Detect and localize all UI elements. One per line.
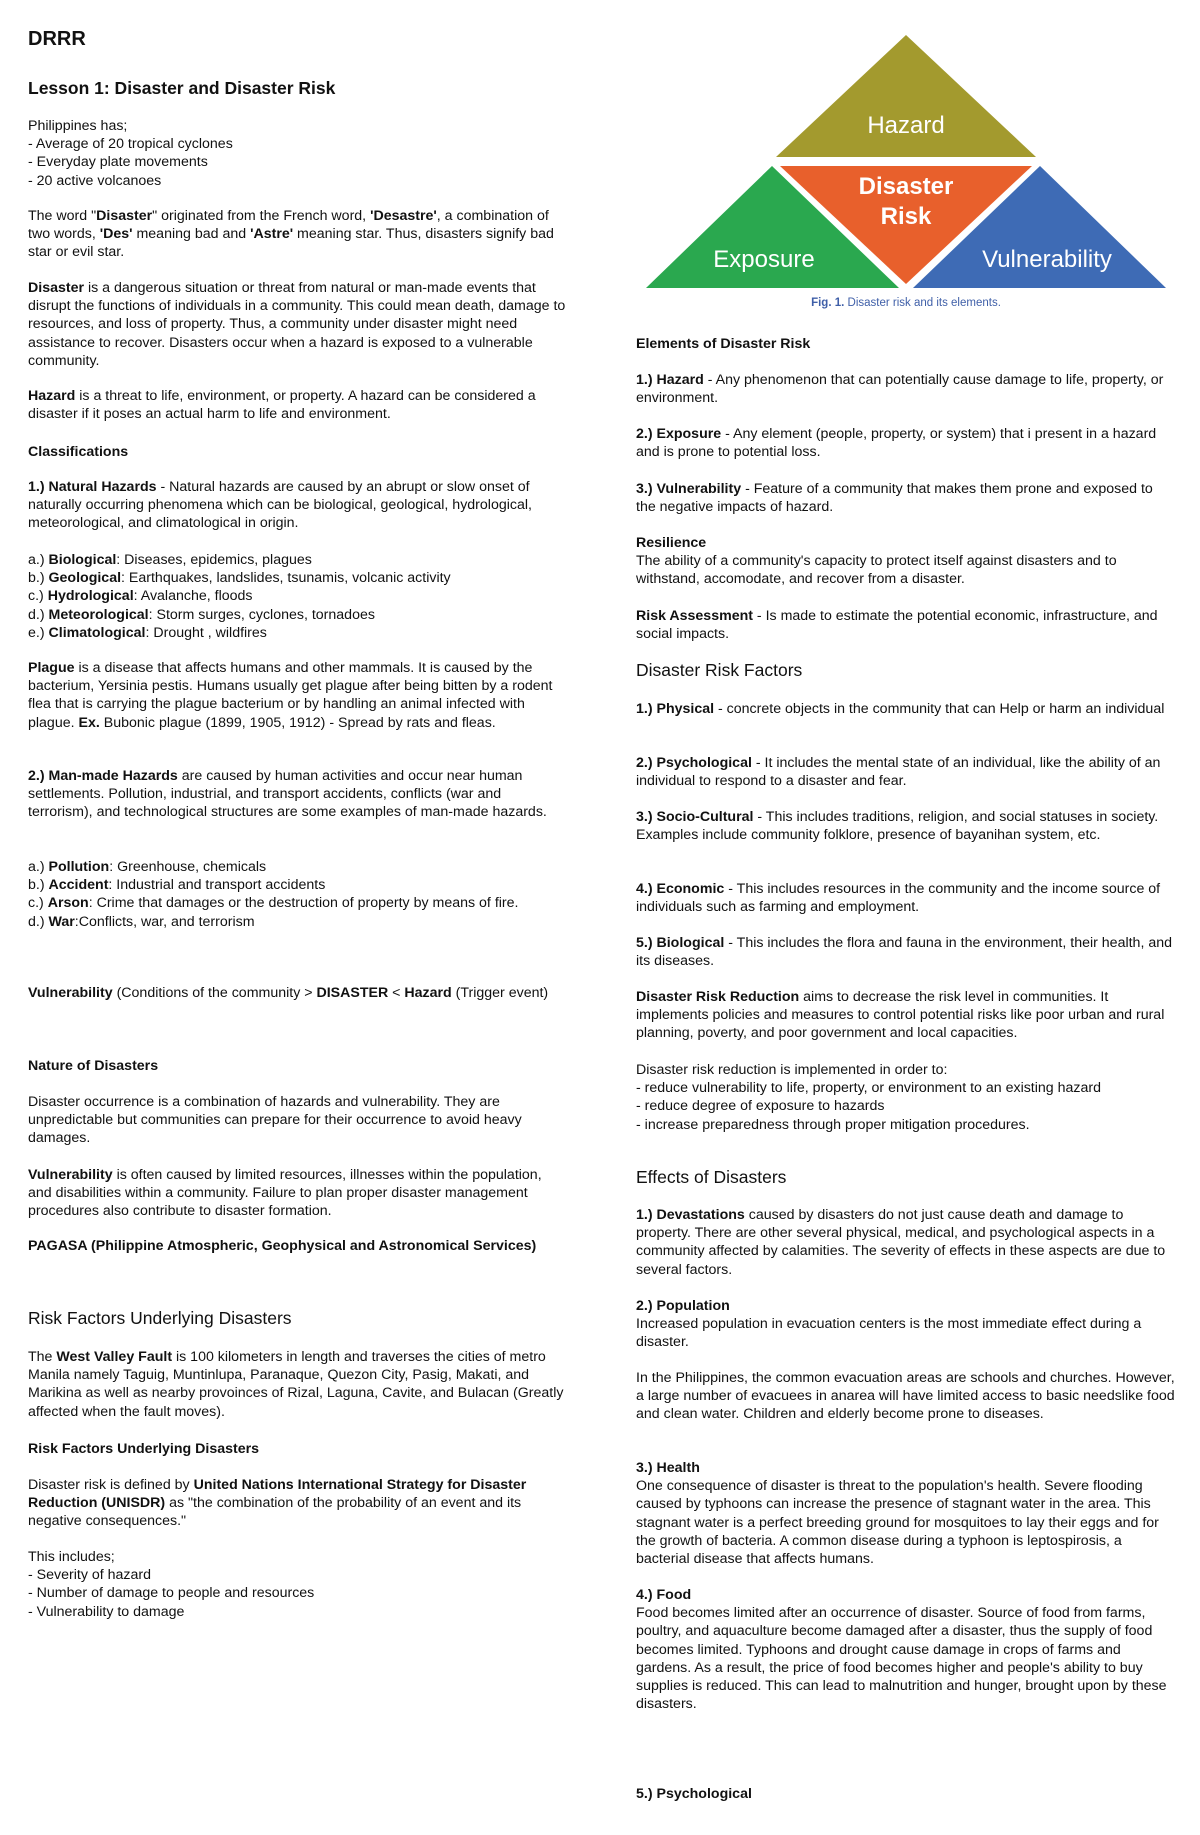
text-line: - Average of 20 tropical cyclones (28, 136, 233, 153)
list-item: d.) War:Conflicts, war, and terrorism (28, 913, 255, 930)
unisdr-paragraph: Disaster risk is defined by United Nations International Strategy for Disaster Reduction (UNISDR) as "the combination of the probability of an event and its negative consequences." (28, 1477, 527, 1530)
lesson-title: Lesson 1: Disaster and Disaster Risk (28, 78, 336, 98)
disaster-risk-diagram (636, 30, 1176, 315)
classifications-heading: Classifications (28, 444, 129, 460)
hazard-definition (28, 387, 568, 423)
text: The word " (28, 208, 97, 224)
population-text: Increased population in evacuation centers is the most immediate effect during a disaster. (636, 1316, 1142, 1351)
effects-heading: Effects of Disasters (636, 1167, 787, 1187)
manmade-hazards-paragraph (28, 767, 568, 822)
list-item: c.) Hydrological: Avalanche, floods (28, 588, 253, 605)
text-line: - Severity of hazard (28, 1567, 152, 1584)
text: meaning bad and (132, 226, 251, 243)
text: " originated from the French word, (152, 208, 371, 224)
hazard-label: Hazard (867, 112, 945, 139)
element-vulnerability: 3.) Vulnerability - Feature of a community that makes them prone and exposed to the negative impacts of hazard. (636, 481, 1153, 516)
text: - Natural hazards are caused by an abrupt or slow onset of naturally occurring phenomena which can be biological, geological, hydrological, meteorological, and climatological in origin. (28, 479, 532, 532)
risk-assessment: Risk Assessment - Is made to estimate the potential economic, infrastructure, and social impacts. (636, 608, 1158, 643)
nature-of-disasters-heading: Nature of Disasters (28, 1058, 159, 1074)
text-line: Disaster risk reduction is implemented in order to: (636, 1062, 948, 1078)
term: 'Desastre' (370, 208, 437, 224)
exposure-label: Exposure (713, 246, 815, 273)
pagasa-heading: PAGASA (Philippine Atmospheric, Geophysical and Astronomical Services) (28, 1238, 537, 1254)
effect-devastations: 1.) Devastations caused by disasters do not just cause death and damage to property. There are other several physical, medical, and psychological aspects in a community affected by calamities. The severity of effects in these aspects are due to several factors. (636, 1207, 1166, 1278)
factor-socio-cultural: 3.) Socio-Cultural - This includes traditions, religion, and social statuses in society. Examples include community folklore, presence of bayanihan system, etc. (636, 809, 1159, 844)
plague-paragraph (28, 659, 568, 732)
drr-paragraph: Disaster Risk Reduction aims to decrease the risk level in communities. It implements policies and measures to control potential risks like poor urban and rural planning, poverty, and poor government and local capacities. (636, 989, 1165, 1042)
caption-label: Fig. 1. (811, 297, 845, 309)
text: , a combination of two words, (28, 208, 549, 243)
philippines-facts (28, 117, 568, 190)
nature-of-disasters-text: Disaster occurrence is a combination of hazards and vulnerability. They are unpredictable but communities can prepare for their occurrence to avoid heavy damages. (28, 1094, 522, 1147)
risk-factors-subheading: Risk Factors Underlying Disasters (28, 1441, 260, 1457)
term: 1.) Natural Hazards (28, 479, 157, 495)
term: Plague (28, 660, 75, 676)
disaster-label: Disaster (858, 173, 954, 200)
text: is a disease that affects humans and other mammals. It is caused by the bacterium, Yersinia pestis. Humans usually get plague after being bitten by a rodent flea that is carrying the plague bacterium or by handling an animal infected with plague. (28, 660, 553, 731)
element-exposure: 2.) Exposure - Any element (people, property, or system) that i present in a hazard and is prone to potential loss. (636, 426, 1157, 461)
resilience-text: The ability of a community's capacity to protect itself against disasters and to withstand, accomodate, and recover from a disaster. (636, 553, 1117, 588)
list-item: a.) Pollution: Greenhouse, chemicals (28, 859, 267, 875)
population-text-2: In the Philippines, the common evacuation areas are schools and churches. However, a large number of evacuees in anarea will have limited access to basic needslike food and clean water. Children and elderly become prone to diseases. (636, 1370, 1175, 1423)
health-text: One consequence of disaster is threat to the population's health. Severe flooding caused by typhoons can increase the presence of stagnant water in the area. This stagnant water is a perfect breeding ground for mosquitoes to lay their eggs and for the growth of bacteria. A common disease during a typhoon is leptospirosis, a bacterial disease that affects humans. (636, 1478, 1159, 1568)
risk-label: Risk (880, 203, 932, 230)
text-line: - 20 active volcanoes (28, 172, 162, 189)
term: Hazard (28, 388, 76, 404)
list-item: d.) Meteorological: Storm surges, cyclones, tornadoes (28, 606, 375, 623)
text: meaning star. Thus, disasters signify bad star or evil star. (28, 226, 554, 261)
term: Disaster (96, 208, 153, 224)
risk-factors-heading: Risk Factors Underlying Disasters (28, 1308, 292, 1328)
list-item: c.) Arson: Crime that damages or the destruction of property by means of fire. (28, 895, 519, 912)
text-line: - Everyday plate movements (28, 154, 208, 171)
factor-economic: 4.) Economic - This includes resources in the community and the income source of individuals such as farming and employment. (636, 881, 1161, 916)
text: is a dangerous situation or threat from natural or man-made events that disrupt the functions of individuals in a community. This could mean death, damage to resources, and loss of property. Thus, a community under disaster might need assistance to recover. Disasters occur when a hazard is exposed to a vulnerable community. (28, 280, 566, 369)
vulnerability-paragraph: Vulnerability is often caused by limited resources, illnesses within the population, and disabilities within a community. Failure to plan proper disaster management procedures also contribute to disaster formation. (28, 1167, 542, 1220)
list-item: a.) Biological: Diseases, epidemics, plagues (28, 552, 312, 568)
text-line: - reduce degree of exposure to hazards (636, 1098, 885, 1115)
term: Ex. (78, 714, 100, 731)
term: 2.) Man-made Hazards (28, 768, 178, 784)
text-line: - Vulnerability to damage (28, 1603, 185, 1620)
text-line: This includes; (28, 1549, 115, 1565)
elements-heading: Elements of Disaster Risk (636, 336, 811, 352)
text-line: Philippines has; (28, 118, 128, 134)
health-heading: 3.) Health (636, 1460, 700, 1476)
vulnerability-label: Vulnerability (982, 246, 1112, 273)
term: Disaster (28, 280, 84, 296)
text-line: - Number of damage to people and resources (28, 1585, 315, 1602)
effect-population (636, 1297, 1176, 1352)
vulnerability-formula: Vulnerability (Conditions of the community > DISASTER < Hazard (Trigger event) (28, 985, 549, 1001)
term: 'Des' (99, 226, 133, 243)
text: are caused by human activities and occur near human settlements. Pollution, industrial, and transport accidents, conflicts (war and terrorism), and technological structures are some examples of man-made hazards. (28, 768, 547, 821)
text-line: - increase preparedness through proper mitigation procedures. (636, 1116, 1030, 1133)
page-title: DRRR (28, 28, 86, 50)
text-line: - reduce vulnerability to life, property, or environment to an existing hazard (636, 1080, 1102, 1097)
includes-list (28, 1548, 568, 1621)
natural-hazards-paragraph (28, 478, 568, 533)
effect-health (636, 1459, 1176, 1568)
disaster-risk-factors-heading: Disaster Risk Factors (636, 660, 803, 680)
population-heading: 2.) Population (636, 1298, 730, 1314)
drr-list (636, 1061, 1176, 1134)
term: 'Astre' (250, 226, 294, 243)
food-heading: 4.) Food (636, 1587, 692, 1603)
list-item: e.) Climatological: Drought , wildfires (28, 624, 267, 641)
effect-food (636, 1586, 1176, 1713)
figure-caption (811, 297, 1001, 309)
list-item: b.) Geological: Earthquakes, landslides, tsunamis, volcanic activity (28, 570, 451, 587)
factor-psychological: 2.) Psychological - It includes the mental state of an individual, like the ability of an individual to respond to a disaster and fear. (636, 755, 1161, 790)
text: Bubonic plague (1899, 1905, 1912) - Spread by rats and fleas. (99, 714, 496, 731)
resilience-block (636, 534, 1176, 589)
text: is a threat to life, environment, or property. A hazard can be considered a disaster if it poses an actual harm to life and environment. (28, 388, 536, 423)
list-item: b.) Accident: Industrial and transport accidents (28, 877, 326, 894)
west-valley-fault-paragraph: The West Valley Fault is 100 kilometers in length and traverses the cities of metro Manila namely Taguig, Muntinlupa, Paranaque, Quezon City, Pasig, Makati, and Marikina as well as nearby provoinces of Rizal, Laguna, Cavite, and Bulacan (Greatly affected when the fault moves). (28, 1349, 564, 1420)
resilience-heading: Resilience (636, 535, 707, 551)
natural-hazards-list (28, 551, 568, 642)
disaster-definition (28, 279, 568, 370)
factor-physical: 1.) Physical - concrete objects in the community that can Help or harm an individual (636, 701, 1165, 717)
caption-text: Disaster risk and its elements. (844, 297, 1001, 309)
word-disaster-paragraph (28, 207, 568, 262)
psychological-heading: 5.) Psychological (636, 1786, 752, 1802)
factor-biological: 5.) Biological - This includes the flora and fauna in the environment, their health, and its diseases. (636, 935, 1173, 970)
element-hazard: 1.) Hazard - Any phenomenon that can potentially cause damage to life, property, or environment. (636, 372, 1164, 407)
manmade-hazards-list (28, 858, 568, 931)
food-text: Food becomes limited after an occurrence of disaster. Source of food from farms, poultry, and aquaculture become damaged after a disaster, thus the supply of food becomes limited. Typhoons and drought cause damage in crops of farms and gardens. As a result, the price of food becomes higher and people's ability to buy supplies is reduced. This can lead to malnutrition and hunger, brought upon by these disasters. (636, 1605, 1167, 1713)
